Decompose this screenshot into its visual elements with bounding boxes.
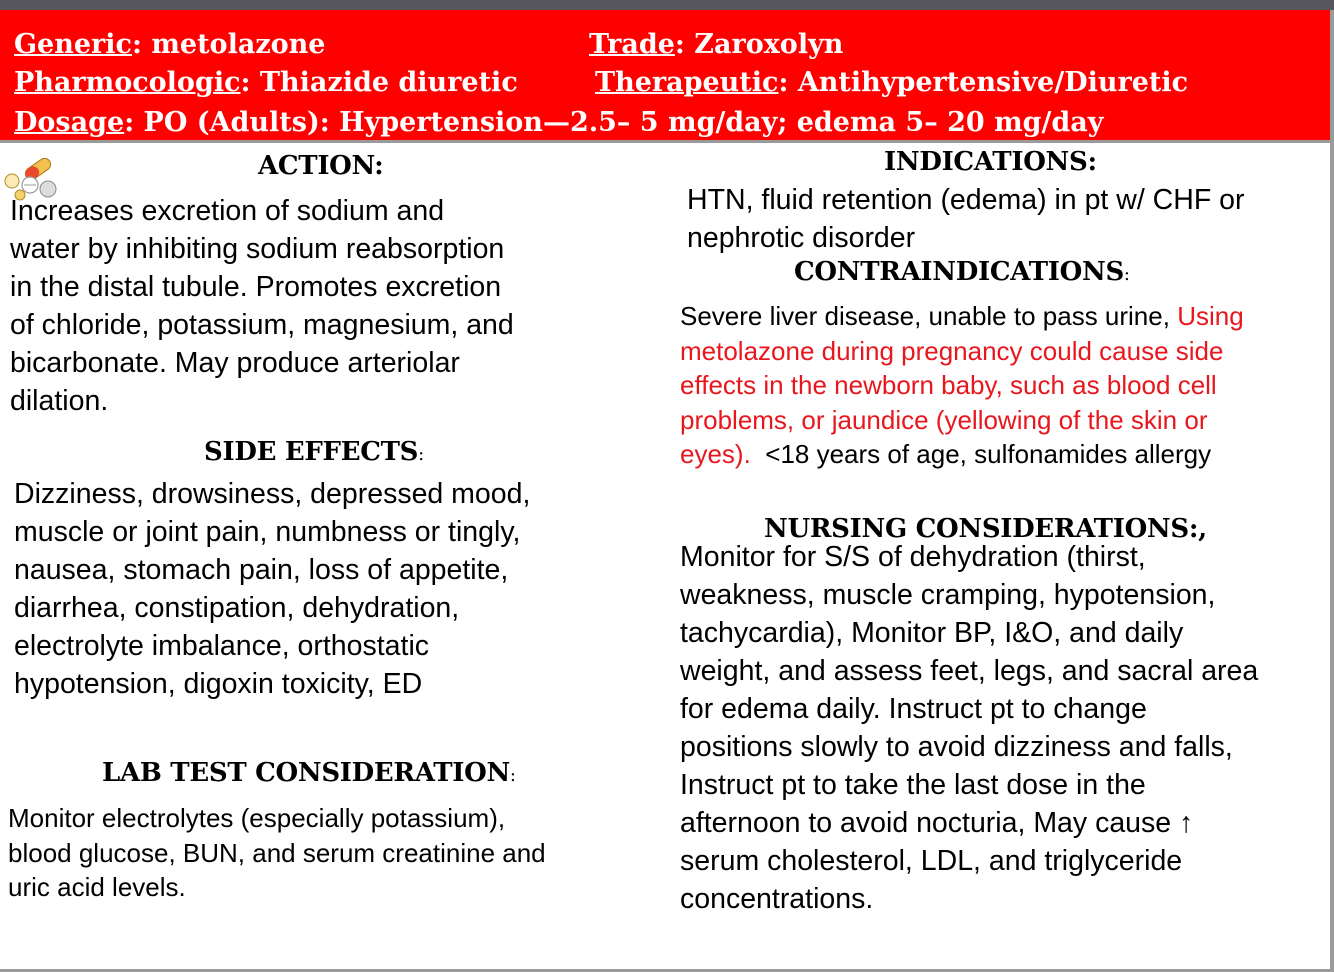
side-effects-colon: : (418, 444, 424, 465)
action-line: water by inhibiting sodium reabsorption (10, 233, 505, 265)
lab-test-heading (102, 757, 516, 792)
nursing-line: weakness, muscle cramping, hypotension, (680, 579, 1216, 611)
top-bar (0, 0, 1334, 10)
side-effects-line: muscle or joint pain, numbness or tingly, (14, 516, 521, 548)
lab-test-line: blood glucose, BUN, and serum creatinine and (8, 837, 546, 868)
contraindications-colon: : (1123, 264, 1130, 285)
nursing-line: Monitor for S/S of dehydration (thirst, (680, 541, 1146, 573)
trade-value: : Zaroxolyn (674, 29, 844, 60)
action-line: dilation. (10, 385, 109, 417)
nursing-line: Instruct pt to take the last dose in the (680, 769, 1146, 801)
action-line: of chloride, potassium, magnesium, and (10, 309, 514, 341)
generic-label: Generic (14, 29, 132, 60)
pharmacologic-value: : Thiazide diuretic (240, 67, 518, 98)
pregnancy-warning-end: eyes). (680, 439, 751, 469)
therapeutic-value: : Antihypertensive/Diuretic (778, 67, 1189, 98)
indications-line: HTN, fluid retention (edema) in pt w/ CHF or (687, 184, 1245, 216)
contraindications-text: <18 years of age, sulfonamides allergy (750, 439, 1212, 469)
action-line: bicarbonate. May produce arteriolar (10, 347, 460, 379)
indications-body (687, 181, 1327, 257)
action-line: in the distal tubule. Promotes excretion (10, 271, 502, 303)
pregnancy-warning-line: problems, or jaundice (yellowing of the skin or (680, 404, 1208, 435)
lab-test-body (8, 801, 658, 905)
contraindications-title: CONTRAINDICATIONS (794, 257, 1124, 287)
contraindications-heading (794, 256, 1130, 291)
pregnancy-warning-line: effects in the newborn baby, such as blood cell (680, 370, 1217, 400)
therapeutic-line (595, 66, 1188, 100)
side-effects-line: hypotension, digoxin toxicity, ED (14, 668, 423, 700)
indications-line: nephrotic disorder (687, 222, 916, 254)
contraindications-body (680, 299, 1330, 472)
nursing-line: afternoon to avoid nocturia, May cause ↑ (680, 807, 1194, 839)
side-effects-line: electrolyte imbalance, orthostatic (14, 630, 430, 662)
dosage-label: Dosage (14, 107, 125, 138)
contraindications-line (680, 437, 1330, 472)
nursing-line: tachycardia), Monitor BP, I&O, and daily (680, 617, 1184, 649)
pregnancy-warning-line: metolazone during pregnancy could cause side (680, 335, 1224, 366)
lab-test-title: LAB TEST CONSIDERATION (102, 758, 510, 788)
side-effects-line: nausea, stomach pain, loss of appetite, (14, 554, 509, 586)
therapeutic-label: Therapeutic (595, 67, 779, 98)
nursing-line: serum cholesterol, LDL, and triglyceride (680, 845, 1183, 877)
generic-value: : metolazone (131, 29, 326, 60)
nursing-line: concentrations. (680, 883, 874, 915)
contraindications-text: Severe liver disease, unable to pass urine, (680, 301, 1178, 331)
action-body (10, 192, 660, 420)
pharmacologic-line (14, 66, 518, 100)
side-effects-heading (204, 436, 424, 471)
nursing-heading: NURSING CONSIDERATIONS:, (764, 514, 1207, 544)
indications-heading: INDICATIONS: (884, 147, 1097, 177)
nursing-body (680, 538, 1330, 918)
generic-line (14, 28, 325, 62)
side-effects-body (14, 475, 664, 703)
lab-test-line: Monitor electrolytes (especially potassium), (8, 803, 506, 833)
side-effects-title: SIDE EFFECTS (204, 437, 419, 467)
nursing-line: positions slowly to avoid dizziness and falls, (680, 731, 1233, 763)
lab-test-colon: : (509, 765, 516, 786)
contraindications-line (680, 299, 1330, 334)
nursing-line: weight, and assess feet, legs, and sacral area (680, 655, 1259, 687)
side-effects-line: diarrhea, constipation, dehydration, (14, 592, 460, 624)
frame-border (1330, 140, 1334, 972)
trade-line (589, 28, 843, 62)
dosage-line (14, 106, 1103, 140)
nursing-line: for edema daily. Instruct pt to change (680, 693, 1147, 725)
trade-label: Trade (589, 29, 675, 60)
pharmacologic-label: Pharmocologic (14, 67, 241, 98)
drug-header (0, 10, 1334, 143)
action-heading: ACTION: (258, 151, 384, 181)
action-line: Increases excretion of sodium and (10, 195, 445, 227)
dosage-value: : PO (Adults): Hypertension—2.5– 5 mg/day; edema 5– 20 mg/day (124, 107, 1104, 138)
pregnancy-warning-start: Using (1177, 301, 1244, 331)
lab-test-line: uric acid levels. (8, 872, 186, 902)
side-effects-line: Dizziness, drowsiness, depressed mood, (14, 478, 531, 510)
